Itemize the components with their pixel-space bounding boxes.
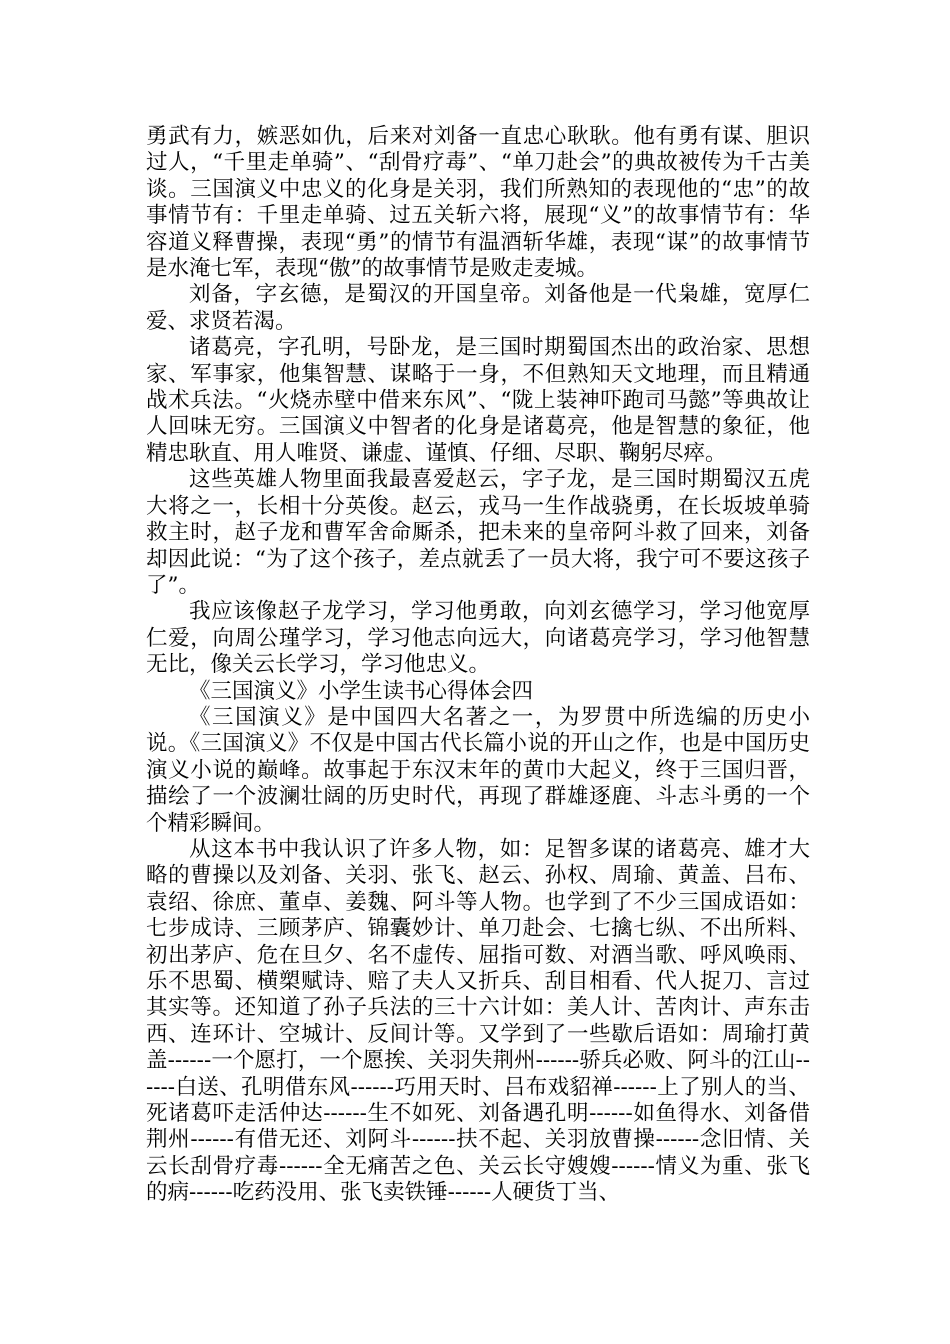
paragraph-guan-yu: 勇武有力，嫉恶如仇，后来对刘备一直忠心耿耿。他有勇有谋、胆识过人，“千里走单骑”、“刮骨疗毒”、“单刀赴会”的典故被传为千古美谈。三国演义中忠义的化身是关羽，我们所熟知的表现他的“忠”的故事情节有：千里走单骑、过五关斩六将，展现“义”的故事情节有：华容道义释曹操，表现“勇”的情节有温酒斩华雄，表现“谋”的故事情节是水淹七军，表现“傲”的故事情节是败走麦城。 <box>146 124 810 282</box>
document-body <box>146 124 810 1207</box>
paragraph-intro: 《三国演义》是中国四大名著之一，为罗贯中所选编的历史小说。《三国演义》不仅是中国古代长篇小说的开山之作，也是中国历史演义小说的巅峰。故事起于东汉末年的黄巾大起义，终于三国归晋，描绘了一个波澜壮阔的历史时代，再现了群雄逐鹿、斗志斗勇的一个个精彩瞬间。 <box>146 704 810 836</box>
paragraph-zhuge-liang: 诸葛亮，字孔明，号卧龙，是三国时期蜀国杰出的政治家、思想家、军事家，他集智慧、谋略于一身，不但熟知天文地理，而且精通战术兵法。“火烧赤壁中借来东风”、“陇上装神吓跑司马懿”等典故让人回味无穷。三国演义中智者的化身是诸葛亮，他是智慧的象征，他精忠耿直、用人唯贤、谦虚、谨慎、仔细、尽职、鞠躬尽瘁。 <box>146 335 810 466</box>
section-heading: 《三国演义》小学生读书心得体会四 <box>189 678 534 704</box>
paragraph-characters-idioms: 从这本书中我认识了许多人物，如：足智多谋的诸葛亮、雄才大略的曹操以及刘备、关羽、张飞、赵云、孙权、周瑜、黄盖、吕布、袁绍、徐庶、董卓、姜魏、阿斗等人物。也学到了不少三国成语如：七步成诗、三顾茅庐、锦囊妙计、单刀赴会、七擒七纵、不出所料、初出茅庐、危在旦夕、名不虚传、屈指可数、对酒当歌、呼风唤雨、乐不思蜀、横槊赋诗、赔了夫人又折兵、刮目相看、代人捉刀、言过其实等。还知道了孙子兵法的三十六计如：美人计、苦肉计、声东击西、连环计、空城计、反间计等。又学到了一些歇后语如：周瑜打黄盖------一个愿打，一个愿挨、关羽失荆州------骄兵必败、阿斗的江山------白送、孔明借东风------巧用天时、吕布戏貂禅------上了别人的当、死诸葛吓走活仲达------生不如死、刘备遇孔明------如鱼得水、刘备借荆州------有借无还、刘阿斗------扶不起、关羽放曹操------念旧情、关云长刮骨疗毒------全无痛苦之色、关云长守嫂嫂------情义为重、张飞的病------吃药没用、张飞卖铁锤------人硬货丁当、 <box>146 836 810 1206</box>
paragraph-zhao-yun: 这些英雄人物里面我最喜爱赵云，字子龙，是三国时期蜀汉五虎大将之一，长相十分英俊。赵云，戎马一生作战骁勇，在长坂坡单骑救主时，赵子龙和曹军舍命厮杀，把未来的皇帝阿斗救了回来，刘备却因此说：“为了这个孩子，差点就丢了一员大将，我宁可不要这孩子了”。 <box>146 467 810 598</box>
paragraph-learning: 我应该像赵子龙学习，学习他勇敢，向刘玄德学习，学习他宽厚仁爱，向周公瑾学习，学习他志向远大，向诸葛亮学习，学习他智慧无比，像关云长学习，学习他忠义。 <box>146 599 810 678</box>
paragraph-liu-bei: 刘备，字玄德，是蜀汉的开国皇帝。刘备他是一代枭雄，宽厚仁爱、求贤若渴。 <box>146 282 810 334</box>
